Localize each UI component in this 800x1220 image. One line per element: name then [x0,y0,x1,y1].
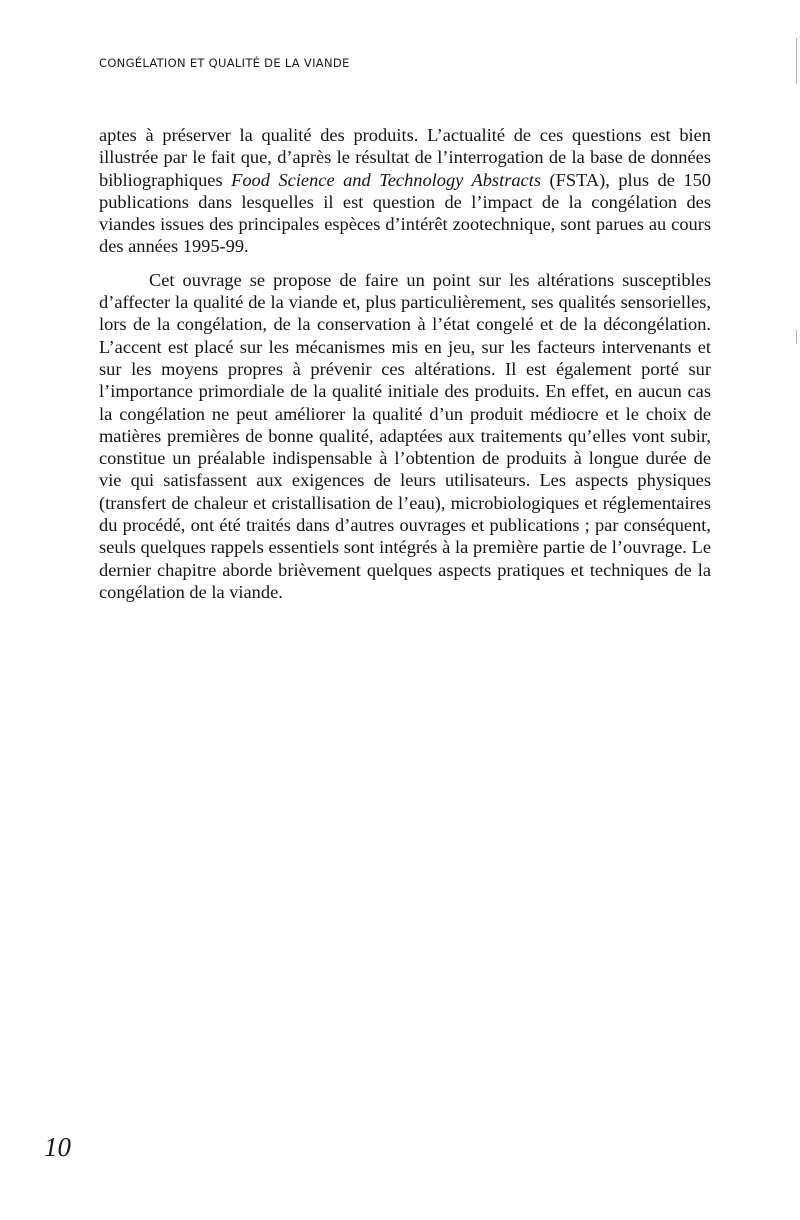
scan-edge-mark [796,38,797,84]
running-header: CONGÉLATION ET QUALITÉ DE LA VIANDE [99,56,350,70]
paragraph-2: Cet ouvrage se propose de faire un point sur les altérations susceptibles d’affecter la qualité de la viande et, plus particulièrement, ses qualités sensorielles, lors de la congélation, de la conservation à l’état congelé et de la décongélation. L’accent est placé sur les mécanismes mis en jeu, sur les facteurs intervenants et sur les moyens propres à prévenir ces altérations. Il est également porté sur l’importance primordiale de la qualité initiale des produits. En effet, en aucun cas la congélation ne peut améliorer la qualité d’un produit médiocre et le choix de matières premières de bonne qualité, adaptées aux traitements qu’elles vont subir, constitue un préalable indispensable à l’obtention de produits à longue durée de vie qui satisfassent aux exigences de leurs utilisateurs. Les aspects physiques (transfert de chaleur et cristallisation de l’eau), microbiologiques et réglementaires du procédé, ont été traités dans d’autres ouvrages et publications ; par conséquent, seuls quelques rappels essentiels sont intégrés à la première partie de l’ouvrage. Le dernier chapitre aborde brièvement quelques aspects pratiques et techniques de la congélation de la viande. [99,269,711,602]
publication-title: Food Science and Technology Abstracts [231,169,541,190]
paragraph-1-tail: (FSTA), plus de 150 publications dans lesquelles il est question de l’impact de la congélation des viandes issues des principales espèces d’intérêt zootechnique, sont parues au cours des années 1995-99. [99,169,711,257]
page-number: 10 [44,1132,71,1162]
paragraph-1 [99,124,711,258]
body-text [99,124,711,603]
paragraph-1-lead: aptes à préserver la qualité des produits. L’actualité de ces questions est bien illustrée par le fait que, d’après le résultat de l’interrogation de la base de données bibliographiques [99,125,711,190]
scan-edge-mark [796,330,797,344]
